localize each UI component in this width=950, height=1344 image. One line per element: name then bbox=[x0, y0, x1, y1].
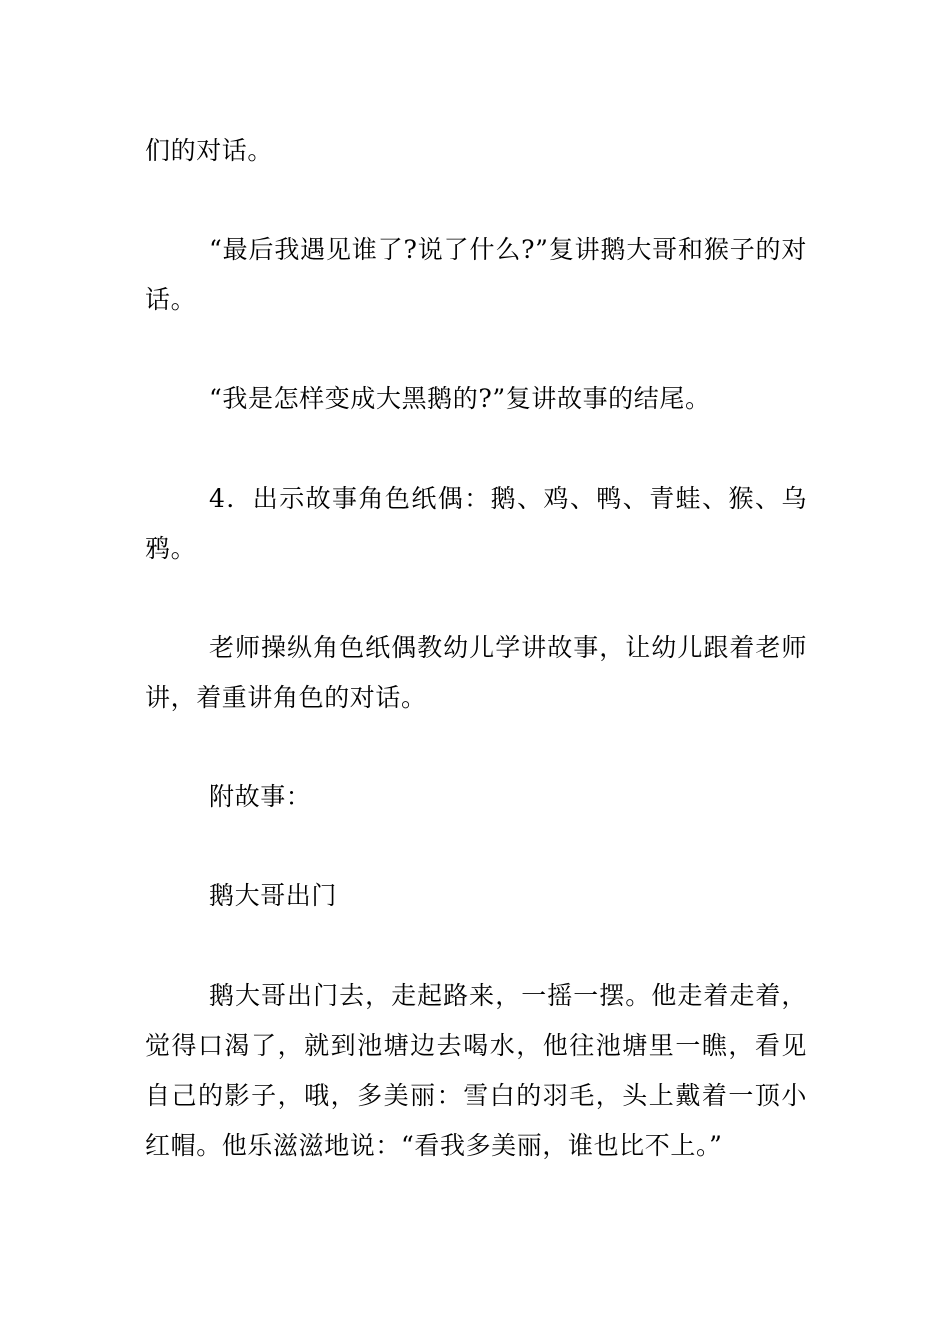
paragraph-step-4-puppets: 4．出示故事角色纸偶：鹅、鸡、鸭、青蛙、猴、乌鸦。 bbox=[145, 484, 807, 563]
paragraph-retell-ending: “我是怎样变成大黑鹅的?”复讲故事的结尾。 bbox=[209, 384, 711, 413]
story-title: 鹅大哥出门 bbox=[209, 881, 338, 910]
paragraph-story-body: 鹅大哥出门去，走起路来，一摇一摆。他走着走着，觉得口渴了，就到池塘边去喝水，他往池塘里一瞧，看见自己的影子，哦，多美丽：雪白的羽毛，头上戴着一顶小红帽。他乐滋滋地说：“看我多美丽，谁也比不上。” bbox=[145, 981, 807, 1160]
paragraph-appendix-label: 附故事： bbox=[209, 782, 312, 811]
paragraph-continuation: 们的对话。 bbox=[145, 136, 274, 165]
paragraph-retell-monkey-dialogue: “最后我遇见谁了?说了什么?”复讲鹅大哥和猴子的对话。 bbox=[145, 235, 807, 314]
paragraph-teacher-puppets: 老师操纵角色纸偶教幼儿学讲故事，让幼儿跟着老师讲，着重讲角色的对话。 bbox=[145, 633, 807, 712]
